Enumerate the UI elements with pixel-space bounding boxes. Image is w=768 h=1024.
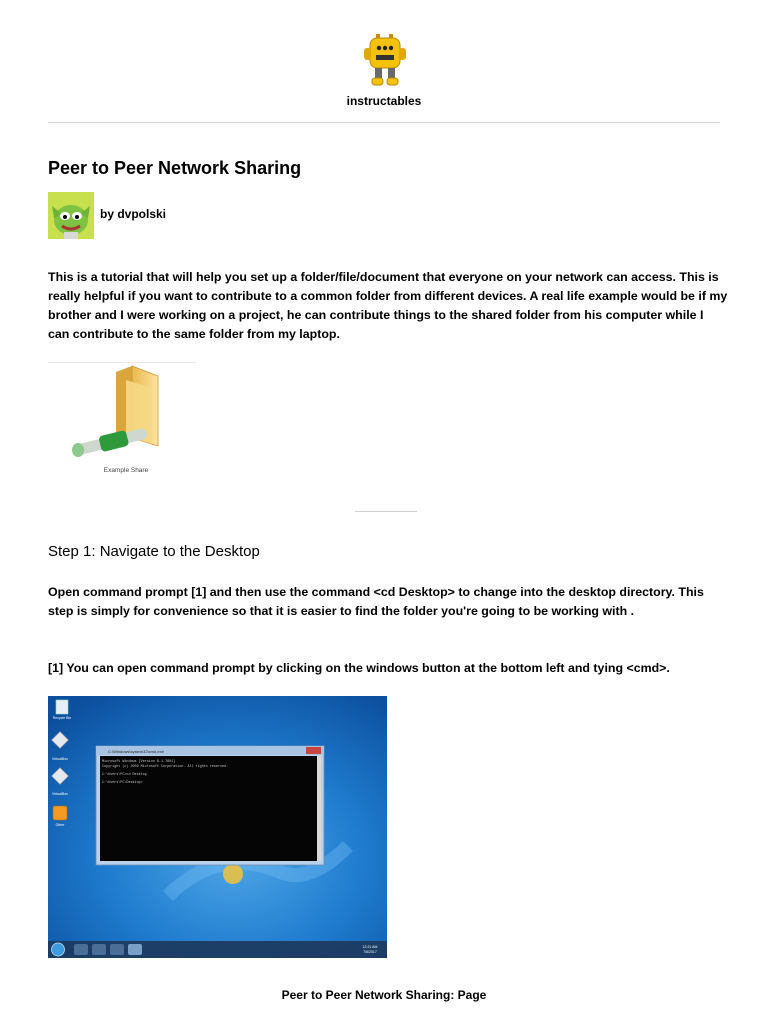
clock-date: 7/6/2017 bbox=[363, 950, 377, 954]
scrollbar[interactable] bbox=[317, 756, 321, 861]
author-byline[interactable]: by dvpolski bbox=[100, 207, 167, 221]
console-line: Copyright (c) 2009 Microsoft Corporation. All rights reserved. bbox=[102, 765, 229, 769]
cmd-window[interactable] bbox=[96, 746, 324, 865]
console-line: C:\Users\PC\Desktop> bbox=[102, 781, 143, 785]
example-share-image bbox=[48, 362, 196, 480]
taskbar-explorer-icon[interactable] bbox=[74, 944, 88, 955]
header-divider bbox=[48, 122, 720, 123]
cmd-window-title: C:\Windows\system32\cmd.exe bbox=[108, 749, 164, 754]
console-line: C:\Users\PC>cd Desktop bbox=[102, 773, 147, 777]
site-name[interactable]: instructables bbox=[346, 94, 422, 108]
step-1-paragraph: Open command prompt [1] and then use the command <cd Desktop> to change into the desktop directory. This step is simply for convenience so that it is easier to find the folder you're going to be working with . bbox=[48, 585, 704, 618]
instructables-robot-logo[interactable] bbox=[362, 34, 408, 86]
desktop-icon-label: Other bbox=[55, 823, 65, 827]
intro-paragraph: This is a tutorial that will help you set up a folder/file/document that everyone on your network can access. This is really helpful if you want to contribute to a common folder from different devices. A real life example would be if my brother and I were working on a project, he can contribute things to the shared folder from his computer while I can contribute to the same folder from my laptop. bbox=[48, 270, 728, 341]
close-icon[interactable] bbox=[306, 747, 321, 754]
cmd-desktop-screenshot bbox=[48, 696, 387, 958]
start-button[interactable] bbox=[52, 943, 65, 956]
section-divider bbox=[355, 511, 417, 512]
author-avatar[interactable] bbox=[48, 192, 94, 239]
example-share-caption: Example Share bbox=[103, 467, 149, 474]
step-1-footnote: [1] You can open command prompt by clicking on the windows button at the bottom left and tying <cmd>. bbox=[48, 661, 670, 675]
desktop-icon-label: Recycle Bin bbox=[52, 716, 72, 720]
desktop-icon-label: VirtualBox bbox=[52, 792, 68, 796]
step-1-title: Step 1: Navigate to the Desktop bbox=[48, 543, 260, 560]
console-line: Microsoft Windows [Version 6.1.7601] bbox=[102, 760, 176, 764]
taskbar-media-icon[interactable] bbox=[110, 944, 124, 955]
clock-time: 12:21 AM bbox=[362, 945, 378, 949]
page-footer: Peer to Peer Network Sharing: Page bbox=[281, 988, 487, 1002]
taskbar-cmd-icon[interactable] bbox=[128, 944, 142, 955]
article-title: Peer to Peer Network Sharing bbox=[48, 158, 302, 178]
taskbar-folder-icon[interactable] bbox=[92, 944, 106, 955]
desktop-icon-label: VirtualBox bbox=[52, 757, 68, 761]
